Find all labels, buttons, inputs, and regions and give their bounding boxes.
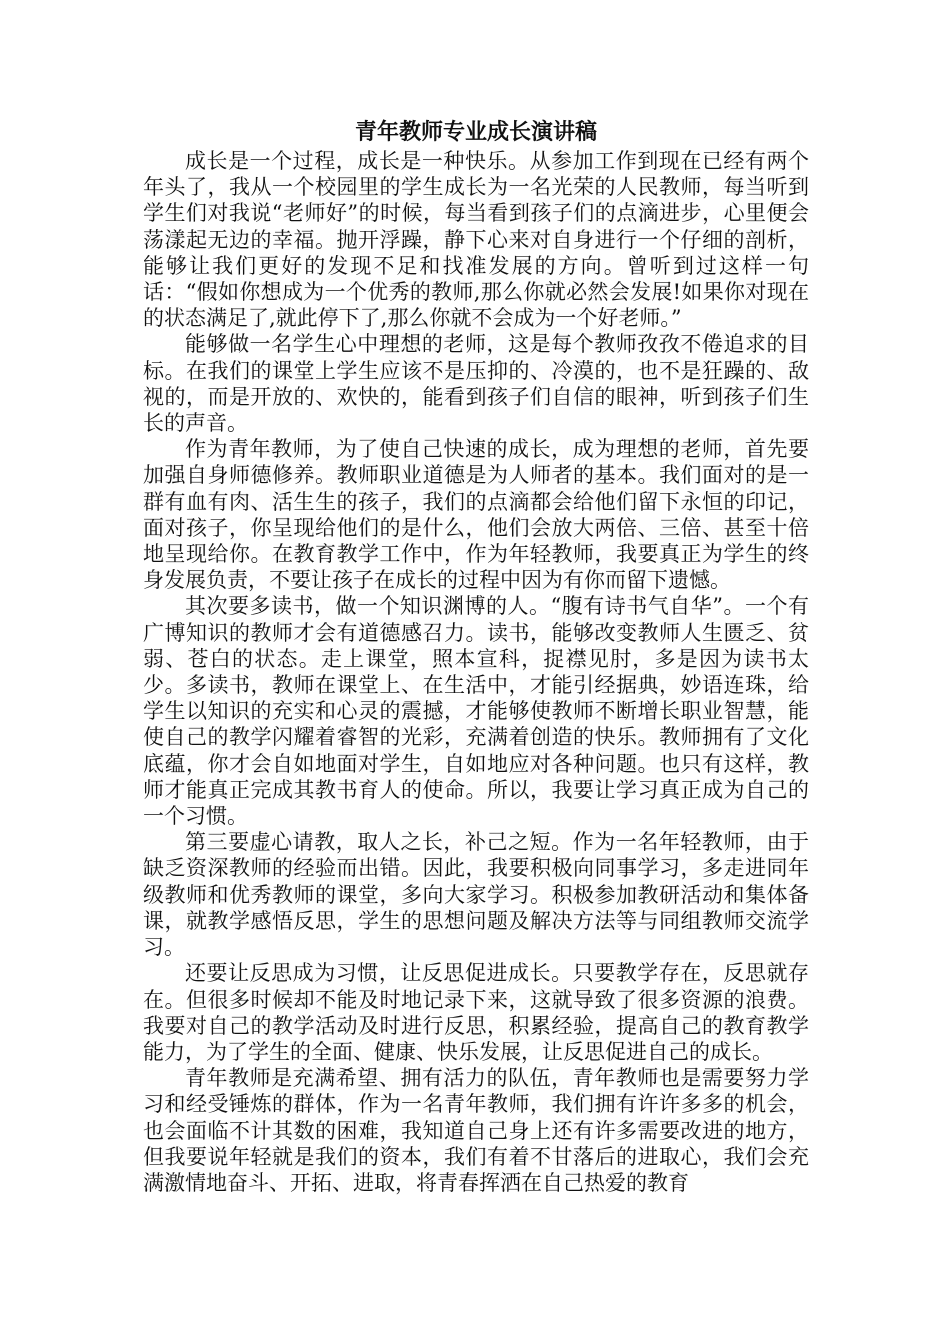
paragraph-5: 第三要虚心请教，取人之长，补己之短。作为一名年轻教师，由于缺乏资深教师的经验而出错。因此，我要积极向同事学习，多走进同年级教师和优秀教师的课堂，多向大家学习。积极参加教研活动和集体备课，就教学感悟反思，学生的思想问题及解决方法等与同组教师交流学习。 xyxy=(143,830,809,960)
document-title: 青年教师专业成长演讲稿 xyxy=(354,120,597,145)
paragraph-4: 其次要多读书，做一个知识渊博的人。“腹有诗书气自华”。一个有广博知识的教师才会有道德感召力。读书，能够改变教师人生匮乏、贫弱、苍白的状态。走上课堂，照本宣科，捉襟见肘，多是因为读书太少。多读书，教师在课堂上、在生活中，才能引经据典，妙语连珠，给学生以知识的充实和心灵的震撼，才能够使教师不断增长职业智慧，能使自己的教学闪耀着睿智的光彩，充满着创造的快乐。教师拥有了文化底蕴，你才会自如地面对学生，自如地应对各种问题。也只有这样，教师才能真正完成其教书育人的使命。所以，我要让学习真正成为自己的一个习惯。 xyxy=(143,594,809,829)
paragraph-3: 作为青年教师，为了使自己快速的成长，成为理想的老师，首先要加强自身师德修养。教师职业道德是为人师者的基本。我们面对的是一群有血有肉、活生生的孩子，我们的点滴都会给他们留下永恒的印记，面对孩子，你呈现给他们的是什么，他们会放大两倍、三倍、甚至十倍地呈现给你。在教育教学工作中，作为年轻教师，我要真正为学生的终身发展负责，不要让孩子在成长的过程中因为有你而留下遗憾。 xyxy=(143,437,809,593)
paragraph-6: 还要让反思成为习惯，让反思促进成长。只要教学存在，反思就存在。但很多时候却不能及时地记录下来，这就导致了很多资源的浪费。我要对自己的教学活动及时进行反思，积累经验，提高自己的教育教学能力，为了学生的全面、健康、快乐发展，让反思促进自己的成长。 xyxy=(143,961,809,1064)
paragraph-1: 成长是一个过程，成长是一种快乐。从参加工作到现在已经有两个年头了，我从一个校园里的学生成长为一名光荣的人民教师，每当听到学生们对我说“老师好”的时候，每当看到孩子们的点滴进步，心里便会荡漾起无边的幸福。抛开浮躁，静下心来对自身进行一个仔细的剖析，能够让我们更好的发现不足和找准发展的方向。曾听到过这样一句话：“假如你想成为一个优秀的教师,那么你就必然会发展!如果你对现在的状态满足了,就此停下了,那么你就不会成为一个好老师。” xyxy=(143,149,809,331)
document-body xyxy=(143,118,809,1196)
paragraph-2: 能够做一名学生心中理想的老师，这是每个教师孜孜不倦追求的目标。在我们的课堂上学生应该不是压抑的、冷漠的，也不是狂躁的、敌视的，而是开放的、欢快的，能看到孩子们自信的眼神，听到孩子们生长的声音。 xyxy=(143,332,809,436)
paragraph-7: 青年教师是充满希望、拥有活力的队伍，青年教师也是需要努力学习和经受锤炼的群体，作为一名青年教师，我们拥有许许多多的机会，也会面临不计其数的困难，我知道自己身上还有许多需要改进的地方，但我要说年轻就是我们的资本，我们有着不甘落后的进取心，我们会充满激情地奋斗、开拓、进取，将青春挥洒在自己热爱的教育 xyxy=(143,1066,809,1195)
